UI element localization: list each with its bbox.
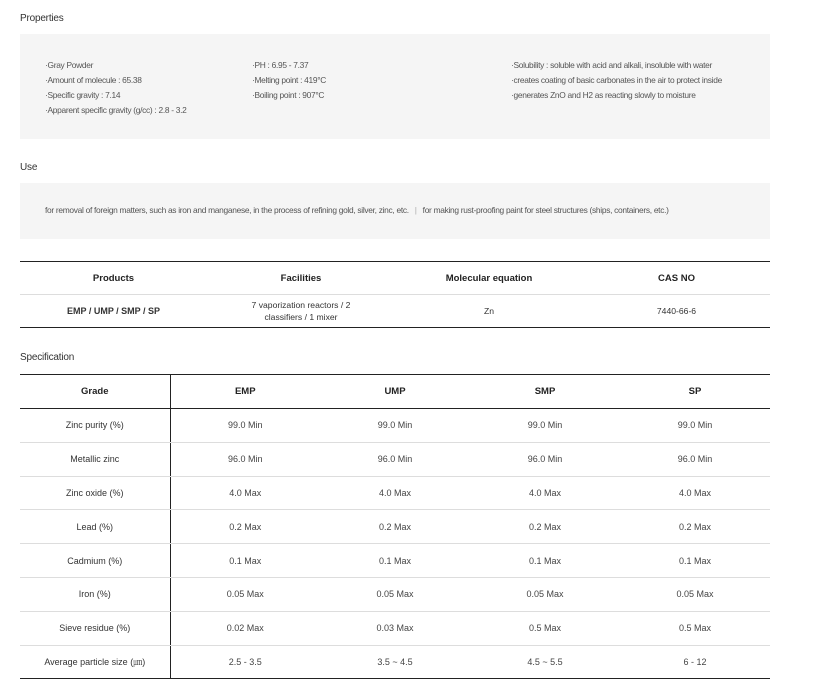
table-row <box>20 645 770 679</box>
use-box <box>20 183 770 239</box>
spec-cell: 4.5 ~ 5.5 <box>527 656 563 667</box>
properties-col-1 <box>45 58 187 118</box>
spec-cell: 99.0 Min <box>620 409 770 443</box>
spec-cell: 99.0 Min <box>470 409 620 443</box>
products-header-cell: Molecular equation <box>395 262 583 295</box>
spec-cell: 96.0 Min <box>620 442 770 476</box>
properties-col-2 <box>252 58 326 103</box>
use-separator: | <box>414 205 417 215</box>
table-row <box>20 442 770 476</box>
products-header-cell: Products <box>20 262 207 295</box>
use-item-2: for making rust-proofing paint for steel structures (ships, containers, etc.) <box>422 205 669 215</box>
properties-title: Properties <box>20 13 64 24</box>
property-item: ·Amount of molecule : 65.38 <box>45 75 142 85</box>
specification-table <box>20 374 770 679</box>
property-item: ·generates ZnO and H2 as reacting slowly to moisture <box>511 90 696 100</box>
spec-row-label: Average particle size (㎛) <box>20 645 170 679</box>
spec-cell: 0.1 Max <box>320 544 470 578</box>
property-item: ·Solubility : soluble with acid and alkali, insoluble with water <box>511 60 712 70</box>
spec-row-label: Sieve residue (%) <box>20 611 170 645</box>
properties-box <box>20 34 770 139</box>
spec-cell: 4.0 Max <box>620 476 770 510</box>
table-row <box>20 611 770 645</box>
spec-header-cell: SMP <box>470 375 620 409</box>
use-title: Use <box>20 162 38 173</box>
spec-cell: 96.0 Min <box>470 442 620 476</box>
cas-no-cell: 7440-66-6 <box>656 306 697 316</box>
spec-cell: 4.0 Max <box>170 476 320 510</box>
spec-cell: 0.03 Max <box>320 611 470 645</box>
property-item: ·Apparent specific gravity (g/cc) : 2.8 - 3.2 <box>45 105 187 115</box>
property-item: ·Boiling point : 907°C <box>252 90 325 100</box>
spec-row-label: Iron (%) <box>20 577 170 611</box>
spec-cell: 0.1 Max <box>170 544 320 578</box>
table-row <box>20 544 770 578</box>
spec-cell: 0.2 Max <box>470 510 620 544</box>
spec-row-label: Zinc purity (%) <box>20 409 170 443</box>
property-item: ·Specific gravity : 7.14 <box>45 90 121 100</box>
spec-cell: 99.0 Min <box>320 409 470 443</box>
spec-header-cell: Grade <box>20 375 170 409</box>
spec-cell: 3.5 ~ 4.5 <box>377 656 413 667</box>
property-item: ·Melting point : 419°C <box>252 75 327 85</box>
spec-cell: 0.1 Max <box>470 544 620 578</box>
spec-row-label: Zinc oxide (%) <box>20 476 170 510</box>
table-row <box>20 476 770 510</box>
spec-cell: 0.05 Max <box>470 577 620 611</box>
spec-header-cell: EMP <box>170 375 320 409</box>
property-item: ·Gray Powder <box>45 60 94 70</box>
spec-cell: 0.05 Max <box>170 577 320 611</box>
spec-cell: 0.5 Max <box>470 611 620 645</box>
spec-cell: 0.2 Max <box>620 510 770 544</box>
spec-cell: 0.05 Max <box>620 577 770 611</box>
products-header-row <box>20 262 770 295</box>
spec-cell: 2.5 - 3.5 <box>228 656 262 667</box>
spec-cell: 0.02 Max <box>170 611 320 645</box>
table-row <box>20 409 770 443</box>
spec-cell: 96.0 Min <box>170 442 320 476</box>
use-text <box>45 205 669 215</box>
molecular-equation-cell: Zn <box>483 306 495 316</box>
spec-cell: 6 - 12 <box>683 656 707 667</box>
table-row <box>20 510 770 544</box>
properties-col-3 <box>511 58 722 103</box>
products-header-cell: Facilities <box>207 262 395 295</box>
property-item: ·PH : 6.95 - 7.37 <box>252 60 309 70</box>
spec-cell: 0.2 Max <box>170 510 320 544</box>
spec-cell: 0.05 Max <box>320 577 470 611</box>
facilities-cell: 7 vaporization reactors / 2 classifiers / 1 mixer <box>251 300 351 322</box>
table-row <box>20 295 770 328</box>
products-cell: EMP / UMP / SMP / SP <box>66 306 161 316</box>
spec-header-row <box>20 375 770 409</box>
spec-row-label: Metallic zinc <box>20 442 170 476</box>
spec-cell: 99.0 Min <box>170 409 320 443</box>
property-item: ·creates coating of basic carbonates in the air to protect inside <box>511 75 722 85</box>
spec-cell: 0.5 Max <box>620 611 770 645</box>
spec-header-cell: UMP <box>320 375 470 409</box>
spec-cell: 4.0 Max <box>320 476 470 510</box>
products-table <box>20 261 770 328</box>
spec-row-label: Cadmium (%) <box>20 544 170 578</box>
spec-cell: 0.2 Max <box>320 510 470 544</box>
products-header-cell: CAS NO <box>583 262 770 295</box>
spec-cell: 4.0 Max <box>470 476 620 510</box>
specification-title: Specification <box>20 352 75 363</box>
spec-cell: 0.1 Max <box>620 544 770 578</box>
spec-cell: 96.0 Min <box>320 442 470 476</box>
table-row <box>20 577 770 611</box>
spec-row-label: Lead (%) <box>20 510 170 544</box>
spec-header-cell: SP <box>620 375 770 409</box>
use-item-1: for removal of foreign matters, such as iron and manganese, in the process of refining gold, silver, zinc, etc. <box>45 205 409 215</box>
